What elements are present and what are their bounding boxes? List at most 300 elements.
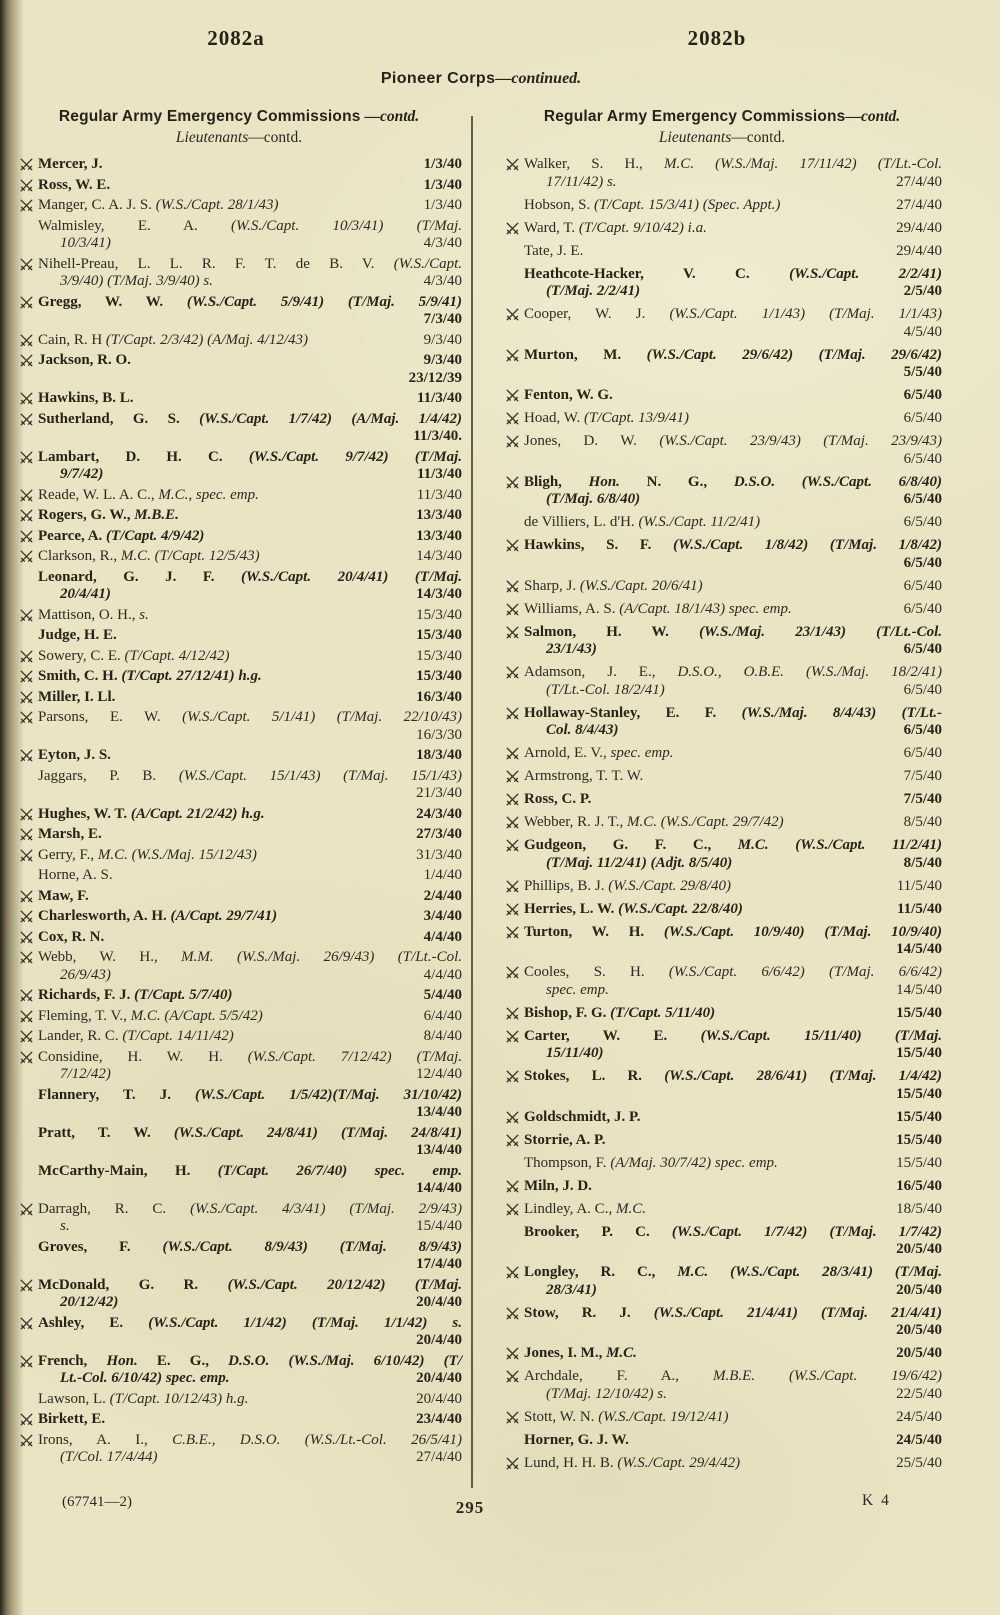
entry-line	[16, 1411, 462, 1429]
crossed-swords-icon	[505, 707, 520, 720]
entry-line	[502, 837, 942, 855]
entry-line	[502, 1368, 942, 1386]
officer-entry	[16, 709, 462, 744]
officer-text: McCarthy-Main, H. (T/Capt. 26/7/40) spec. emp.	[38, 1162, 462, 1179]
officer-text: Considine, H. W. H. (W.S./Capt. 7/12/42) (T/Maj.	[38, 1048, 462, 1065]
entry-line	[16, 466, 462, 484]
officer-text: Tate, J. E.	[524, 242, 584, 259]
seniority-date: 1/3/40	[423, 197, 462, 213]
seniority-date: 6/5/40	[903, 410, 942, 426]
officer-entry	[502, 1109, 942, 1127]
officer-text: Lawson, L. (T/Capt. 10/12/43) h.g.	[38, 1390, 249, 1407]
seniority-date: 22/5/40	[896, 1385, 942, 1402]
officer-entry	[16, 1008, 462, 1026]
entry-line	[502, 1224, 942, 1242]
officer-text: French, Hon. E. G., D.S.O. (W.S./Maj. 6/10/42) (T/	[38, 1352, 462, 1369]
officer-entry	[502, 837, 942, 872]
officer-text: 3/9/40) (T/Maj. 3/9/40) s.	[60, 273, 213, 289]
officer-text: Stott, W. N. (W.S./Capt. 19/12/41)	[524, 1408, 729, 1425]
entry-line	[16, 256, 462, 274]
officer-text: Lambart, D. H. C. (W.S./Capt. 9/7/42) (T/Maj.	[38, 448, 463, 465]
crossed-swords-icon	[505, 1070, 520, 1083]
crossed-swords-icon	[505, 222, 520, 235]
crossed-swords-icon	[505, 747, 520, 760]
officer-text: Manger, C. A. J. S. (W.S./Capt. 28/1/43)	[38, 197, 279, 213]
seniority-date: 6/5/40	[903, 600, 942, 617]
entry-line	[502, 601, 942, 619]
crossed-swords-icon	[19, 334, 34, 347]
entry-line	[502, 814, 942, 832]
officer-text: (T/Col. 17/4/44)	[60, 1449, 158, 1465]
crossed-swords-icon	[19, 828, 34, 841]
seniority-date: 6/5/40	[903, 722, 942, 738]
seniority-date: 2/5/40	[903, 283, 942, 299]
seniority-date: 4/3/40	[423, 235, 462, 251]
crossed-swords-icon	[19, 1279, 34, 1292]
officer-entry	[502, 1155, 942, 1173]
seniority-date: 4/3/40	[423, 273, 462, 289]
running-title-continued: —continued.	[495, 70, 582, 87]
officer-text: 17/11/42) s.	[546, 173, 617, 190]
entry-line	[502, 641, 942, 659]
section-heading	[16, 108, 462, 126]
officer-text: Walmisley, E. A. (W.S./Capt. 10/3/41) (T/Maj.	[38, 217, 462, 234]
officer-text: Adamson, J. E., D.S.O., O.B.E. (W.S./Maj. 18/2/41)	[524, 664, 942, 680]
crossed-swords-icon	[19, 691, 34, 704]
officer-text: Stow, R. J. (W.S./Capt. 21/4/41) (T/Maj. 21/4/41)	[524, 1304, 942, 1321]
entry-line	[16, 586, 462, 604]
crossed-swords-icon	[505, 308, 520, 321]
entry-line	[502, 901, 942, 919]
officer-text: Jones, D. W. (W.S./Capt. 23/9/43) (T/Maj. 23/9/43)	[524, 433, 942, 449]
crossed-swords-icon	[19, 951, 34, 964]
entry-line	[502, 1386, 942, 1404]
officer-entry	[502, 1368, 942, 1403]
seniority-date: 27/4/40	[416, 1449, 462, 1465]
entry-line	[502, 174, 942, 192]
officer-entry	[502, 1409, 942, 1427]
entry-line	[502, 664, 942, 682]
entry-line	[502, 347, 942, 365]
crossed-swords-icon	[505, 435, 520, 448]
officer-entry	[502, 537, 942, 572]
officer-text: (T/Maj. 12/10/42) s.	[546, 1385, 667, 1402]
seniority-date: 16/3/30	[416, 726, 462, 743]
officer-text: Parsons, E. W. (W.S./Capt. 5/1/41) (T/Maj. 22/10/43)	[38, 709, 462, 725]
seniority-date: 6/5/40	[903, 514, 942, 530]
entry-line	[16, 689, 462, 707]
seniority-date: 18/5/40	[896, 1200, 942, 1217]
officer-entry	[502, 243, 942, 261]
seniority-date: 7/5/40	[903, 768, 942, 784]
crossed-swords-icon	[19, 296, 34, 309]
seniority-date: 8/5/40	[903, 814, 942, 830]
crossed-swords-icon	[19, 179, 34, 192]
officer-entry	[502, 474, 942, 509]
entry-line	[502, 791, 942, 809]
officer-text: Jones, I. M., M.C.	[524, 1345, 637, 1361]
crossed-swords-icon	[19, 650, 34, 663]
rank-heading	[502, 129, 942, 147]
officer-text: Darragh, R. C. (W.S./Capt. 4/3/41) (T/Maj. 2/9/43)	[38, 1200, 462, 1217]
officer-text: Miln, J. D.	[524, 1177, 592, 1194]
seniority-date: 11/3/40	[416, 466, 462, 482]
rank-heading-text: Lieutenants	[175, 129, 249, 146]
entry-line	[16, 1315, 462, 1333]
officer-text: Storrie, A. P.	[524, 1131, 606, 1148]
crossed-swords-icon	[19, 1030, 34, 1043]
entry-line	[502, 941, 942, 959]
entry-line	[502, 433, 942, 451]
officer-text: de Villiers, L. d'H. (W.S./Capt. 11/2/41)	[524, 514, 761, 530]
entry-line	[502, 537, 942, 555]
officer-text: Hawkins, S. F. (W.S./Capt. 1/8/42) (T/Maj. 1/8/42)	[524, 537, 942, 553]
entry-line	[16, 668, 462, 686]
officer-text: Richards, F. J. (T/Capt. 5/7/40)	[38, 987, 233, 1003]
officer-text: (T/Lt.-Col. 18/2/41)	[546, 681, 665, 698]
officer-text: Nihell-Preau, L. L. R. F. T. de B. V. (W.S./Capt.	[38, 255, 462, 272]
entry-line	[16, 747, 462, 765]
officer-entry	[502, 768, 942, 786]
crossed-swords-icon	[505, 626, 520, 639]
crossed-swords-icon	[505, 349, 520, 362]
entry-line	[16, 1087, 462, 1105]
crossed-swords-icon	[19, 931, 34, 944]
two-column-text-block	[16, 108, 942, 1478]
entry-line	[16, 390, 462, 408]
entry-line	[16, 449, 462, 467]
officer-text: Maw, F.	[38, 887, 89, 904]
officer-text: Flannery, T. J. (W.S./Capt. 1/5/42)(T/Maj. 31/10/42)	[38, 1086, 462, 1103]
officer-entry	[16, 806, 462, 824]
entry-line	[16, 1028, 462, 1046]
entry-line	[502, 982, 942, 1000]
crossed-swords-icon	[505, 966, 520, 979]
crossed-swords-icon	[505, 1347, 520, 1360]
crossed-swords-icon	[19, 1355, 34, 1368]
officer-entry	[502, 1028, 942, 1063]
officer-entry	[502, 1224, 942, 1259]
officer-entry	[16, 1432, 462, 1467]
officer-entry	[502, 964, 942, 999]
entry-line	[16, 1332, 462, 1350]
officer-text: Gerry, F., M.C. (W.S./Maj. 15/12/43)	[38, 846, 257, 863]
entry-line	[16, 1201, 462, 1219]
seniority-date: 6/5/40	[903, 554, 942, 571]
seniority-date: 15/5/40	[896, 1045, 942, 1061]
officer-text: 20/12/42)	[60, 1294, 119, 1310]
officer-text: Miller, I. Ll.	[38, 688, 116, 705]
entry-line	[502, 855, 942, 873]
officer-text: 15/11/40)	[546, 1045, 604, 1061]
officer-text: (T/Maj. 2/2/41)	[546, 283, 641, 299]
officer-entry	[16, 256, 462, 291]
seniority-date: 15/5/40	[896, 1108, 942, 1125]
seniority-date: 29/4/40	[896, 242, 942, 259]
officer-text: Sutherland, G. S. (W.S./Capt. 1/7/42) (A/Maj. 1/4/42)	[38, 410, 462, 427]
seniority-date: 6/5/40	[903, 491, 942, 507]
running-title	[0, 70, 962, 88]
crossed-swords-icon	[505, 1370, 520, 1383]
crossed-swords-icon	[505, 158, 520, 171]
officer-text: Irons, A. I., C.B.E., D.S.O. (W.S./Lt.-Col. 26/5/41)	[38, 1431, 462, 1448]
entry-line	[502, 410, 942, 428]
entry-line	[502, 1068, 942, 1086]
seniority-date: 7/3/40	[423, 311, 462, 327]
officer-text: Lindley, A. C., M.C.	[524, 1200, 646, 1217]
entry-line	[16, 197, 462, 215]
entry-line	[16, 1353, 462, 1371]
seniority-date: 9/3/40	[423, 331, 462, 348]
officer-entry	[16, 1239, 462, 1274]
entry-line	[16, 847, 462, 865]
officer-entry	[16, 987, 462, 1005]
seniority-date: 18/3/40	[416, 747, 462, 763]
entry-line	[16, 1142, 462, 1160]
officer-entry	[16, 949, 462, 984]
officer-text: Goldschmidt, J. P.	[524, 1108, 641, 1125]
entry-line	[16, 627, 462, 645]
officer-text: Jackson, R. O.	[38, 352, 131, 368]
crossed-swords-icon	[505, 1457, 520, 1470]
entry-line	[502, 964, 942, 982]
crossed-swords-icon	[19, 808, 34, 821]
entry-line	[16, 569, 462, 587]
seniority-date: 17/4/40	[416, 1256, 462, 1272]
officer-text: Cain, R. H (T/Capt. 2/3/42) (A/Maj. 4/12/43)	[38, 331, 308, 348]
seniority-date: 8/4/40	[423, 1028, 462, 1044]
officer-text: Sowery, C. E. (T/Capt. 4/12/42)	[38, 647, 230, 664]
seniority-date: 6/5/40	[903, 681, 942, 698]
officer-entry	[502, 347, 942, 382]
crossed-swords-icon	[19, 158, 34, 171]
crossed-swords-icon	[19, 849, 34, 862]
crossed-swords-icon	[505, 1134, 520, 1147]
entry-line	[502, 1282, 942, 1300]
entry-line	[16, 967, 462, 985]
entry-line	[502, 1264, 942, 1282]
officer-entry	[502, 266, 942, 301]
entry-line	[16, 311, 462, 329]
entry-line	[16, 648, 462, 666]
seniority-date: 14/5/40	[896, 941, 942, 957]
officer-text: 9/7/42)	[60, 466, 104, 482]
seniority-date: 6/5/40	[903, 641, 942, 657]
entry-line	[502, 1045, 942, 1063]
page-number-left: 2082a	[207, 26, 265, 50]
officer-entry	[502, 1455, 942, 1473]
officer-text: Gudgeon, G. F. C., M.C. (W.S./Capt. 11/2/41)	[524, 837, 942, 853]
crossed-swords-icon	[505, 389, 520, 402]
entry-line	[16, 1066, 462, 1084]
officer-text: Longley, R. C., M.C. (W.S./Capt. 28/3/41) (T/Maj.	[524, 1264, 943, 1280]
officer-text: Bishop, F. G. (T/Capt. 5/11/40)	[524, 1004, 716, 1021]
officer-entry	[502, 197, 942, 215]
officer-text: Thompson, F. (A/Maj. 30/7/42) spec. emp.	[524, 1154, 778, 1171]
seniority-date: 4/4/40	[423, 966, 462, 983]
officer-entry	[502, 1178, 942, 1196]
crossed-swords-icon	[19, 509, 34, 522]
officer-text: Arnold, E. V., spec. emp.	[524, 745, 674, 761]
officer-text: Armstrong, T. T. W.	[524, 768, 644, 784]
seniority-date: 13/4/40	[416, 1104, 462, 1120]
section-heading-text: Regular Army Emergency Commissions	[58, 108, 361, 125]
officer-text: Horne, A. S.	[38, 867, 113, 883]
officer-entry	[502, 1132, 942, 1150]
crossed-swords-icon	[19, 1317, 34, 1330]
crossed-swords-icon	[19, 910, 34, 923]
officer-text: Jaggars, P. B. (W.S./Capt. 15/1/43) (T/Maj. 15/1/43)	[38, 767, 463, 784]
seniority-date: 6/5/40	[903, 450, 942, 467]
entry-line	[16, 548, 462, 566]
officer-text: Hawkins, B. L.	[38, 390, 134, 406]
entry-line	[502, 364, 942, 382]
seniority-date: 15/3/40	[416, 668, 462, 684]
officer-text: Eyton, J. S.	[38, 747, 111, 763]
officer-entry	[502, 791, 942, 809]
officer-text: Hollaway-Stanley, E. F. (W.S./Maj. 8/4/43) (T/Lt.-	[524, 704, 942, 721]
officer-text: McDonald, G. R. (W.S./Capt. 20/12/42) (T/Maj.	[38, 1276, 462, 1293]
entry-line	[16, 1391, 462, 1409]
seniority-date: 6/5/40	[903, 387, 942, 403]
officer-text: Charlesworth, A. H. (A/Capt. 29/7/41)	[38, 908, 278, 924]
footer-signature-mark: K 4	[862, 1492, 891, 1509]
entry-line	[502, 474, 942, 492]
entry-line	[16, 727, 462, 745]
entry-line	[16, 826, 462, 844]
entry-line	[16, 888, 462, 906]
seniority-date: 20/5/40	[896, 1345, 942, 1361]
officer-entry	[16, 888, 462, 906]
officer-text: Lander, R. C. (T/Capt. 14/11/42)	[38, 1028, 234, 1044]
crossed-swords-icon	[505, 770, 520, 783]
seniority-date: 15/5/40	[896, 1004, 942, 1021]
seniority-date: 16/5/40	[896, 1177, 942, 1194]
seniority-date: 20/4/40	[416, 1332, 462, 1348]
entry-line	[16, 607, 462, 625]
seniority-date: 27/3/40	[416, 826, 462, 842]
officer-entry	[16, 627, 462, 645]
entry-line	[502, 745, 942, 763]
officer-text: Salmon, H. W. (W.S./Maj. 23/1/43) (T/Lt.-Col.	[524, 623, 942, 640]
officer-text: Rogers, G. W., M.B.E.	[38, 507, 179, 523]
officer-text: Judge, H. E.	[38, 627, 117, 643]
seniority-date: 14/3/40	[416, 548, 462, 564]
officer-entry	[16, 156, 462, 174]
entry-line	[16, 806, 462, 824]
entry-line	[16, 177, 462, 195]
seniority-date: 7/5/40	[903, 791, 942, 807]
entry-line	[502, 1432, 942, 1450]
officer-text: Carter, W. E. (W.S./Capt. 15/11/40) (T/Maj.	[524, 1027, 943, 1044]
seniority-date: 11/5/40	[896, 900, 942, 917]
officer-entry	[502, 1305, 942, 1340]
officer-text: Pratt, T. W. (W.S./Capt. 24/8/41) (T/Maj. 24/8/41)	[38, 1124, 462, 1141]
officer-entry	[16, 449, 462, 484]
seniority-date: 11/3/40.	[413, 428, 462, 444]
officer-entry	[16, 352, 462, 387]
crossed-swords-icon	[19, 1051, 34, 1064]
officer-text: Turton, W. H. (W.S./Capt. 10/9/40) (T/Maj. 10/9/40)	[524, 923, 942, 940]
entry-line	[502, 1409, 942, 1427]
entry-line	[502, 491, 942, 509]
seniority-date: 14/4/40	[416, 1180, 462, 1196]
entry-line	[502, 243, 942, 261]
crossed-swords-icon	[505, 1030, 520, 1043]
entry-line	[502, 682, 942, 700]
officer-entry	[16, 908, 462, 926]
seniority-date: 3/4/40	[423, 908, 462, 924]
officer-entry	[16, 197, 462, 215]
officer-entry	[16, 929, 462, 947]
seniority-date: 16/3/40	[416, 688, 462, 705]
entry-line	[502, 578, 942, 596]
officer-entry	[502, 878, 942, 896]
section-heading	[502, 108, 942, 126]
crossed-swords-icon	[505, 1180, 520, 1193]
seniority-date: 13/3/40	[416, 507, 462, 523]
footer-page-number: 295	[455, 1498, 485, 1517]
officer-entry	[502, 578, 942, 596]
entry-line	[502, 451, 942, 469]
entry-line	[502, 197, 942, 215]
crossed-swords-icon	[505, 1411, 520, 1424]
rank-heading-text: Lieutenants	[658, 129, 732, 146]
officer-entry	[16, 847, 462, 865]
crossed-swords-icon	[505, 880, 520, 893]
officer-entry	[16, 668, 462, 686]
officer-text: 10/3/41)	[60, 235, 111, 251]
entry-line	[502, 306, 942, 324]
seniority-date: 15/5/40	[896, 1131, 942, 1148]
entry-line	[502, 1132, 942, 1150]
crossed-swords-icon	[19, 1010, 34, 1023]
officer-text: Archdale, F. A., M.B.E. (W.S./Capt. 19/6/42)	[524, 1368, 942, 1384]
seniority-date: 8/5/40	[903, 854, 942, 871]
entry-line	[16, 949, 462, 967]
officer-text: Leonard, G. J. F. (W.S./Capt. 20/4/41) (T/Maj.	[38, 568, 462, 585]
section-heading-contd: —contd.	[845, 108, 901, 125]
entry-line	[16, 507, 462, 525]
entry-line	[502, 768, 942, 786]
seniority-date: 5/4/40	[423, 987, 462, 1003]
officer-text: Ross, W. E.	[38, 176, 111, 193]
officer-text: Cooles, S. H. (W.S./Capt. 6/6/42) (T/Maj. 6/6/42)	[524, 964, 942, 980]
entry-line	[502, 1086, 942, 1104]
officer-text: Murton, M. (W.S./Capt. 29/6/42) (T/Maj. 29/6/42)	[524, 346, 942, 363]
officer-text: Gregg, W. W. (W.S./Capt. 5/9/41) (T/Maj. 5/9/41)	[38, 293, 462, 310]
seniority-date: 20/5/40	[896, 1281, 942, 1298]
seniority-date: 13/4/40	[416, 1142, 462, 1158]
entry-line	[16, 908, 462, 926]
officer-text: (T/Maj. 11/2/41) (Adjt. 8/5/40)	[546, 854, 733, 871]
officer-text: Mercer, J.	[38, 156, 103, 172]
crossed-swords-icon	[505, 793, 520, 806]
officer-text: Birkett, E.	[38, 1411, 106, 1427]
seniority-date: 1/3/40	[423, 156, 462, 172]
entry-line	[502, 1109, 942, 1127]
entry-line	[502, 722, 942, 740]
officer-text: Ashley, E. (W.S./Capt. 1/1/42) (T/Maj. 1/1/42) s.	[38, 1314, 462, 1331]
seniority-date: 15/4/40	[416, 1218, 462, 1234]
officer-text: Marsh, E.	[38, 826, 102, 842]
seniority-date: 9/3/40	[423, 352, 462, 368]
seniority-date: 27/4/40	[896, 196, 942, 213]
officer-text: Brooker, P. C. (W.S./Capt. 1/7/42) (T/Maj. 1/7/42)	[524, 1223, 942, 1240]
seniority-date: 15/3/40	[416, 647, 462, 664]
entry-line	[16, 156, 462, 174]
entry-line	[16, 487, 462, 505]
